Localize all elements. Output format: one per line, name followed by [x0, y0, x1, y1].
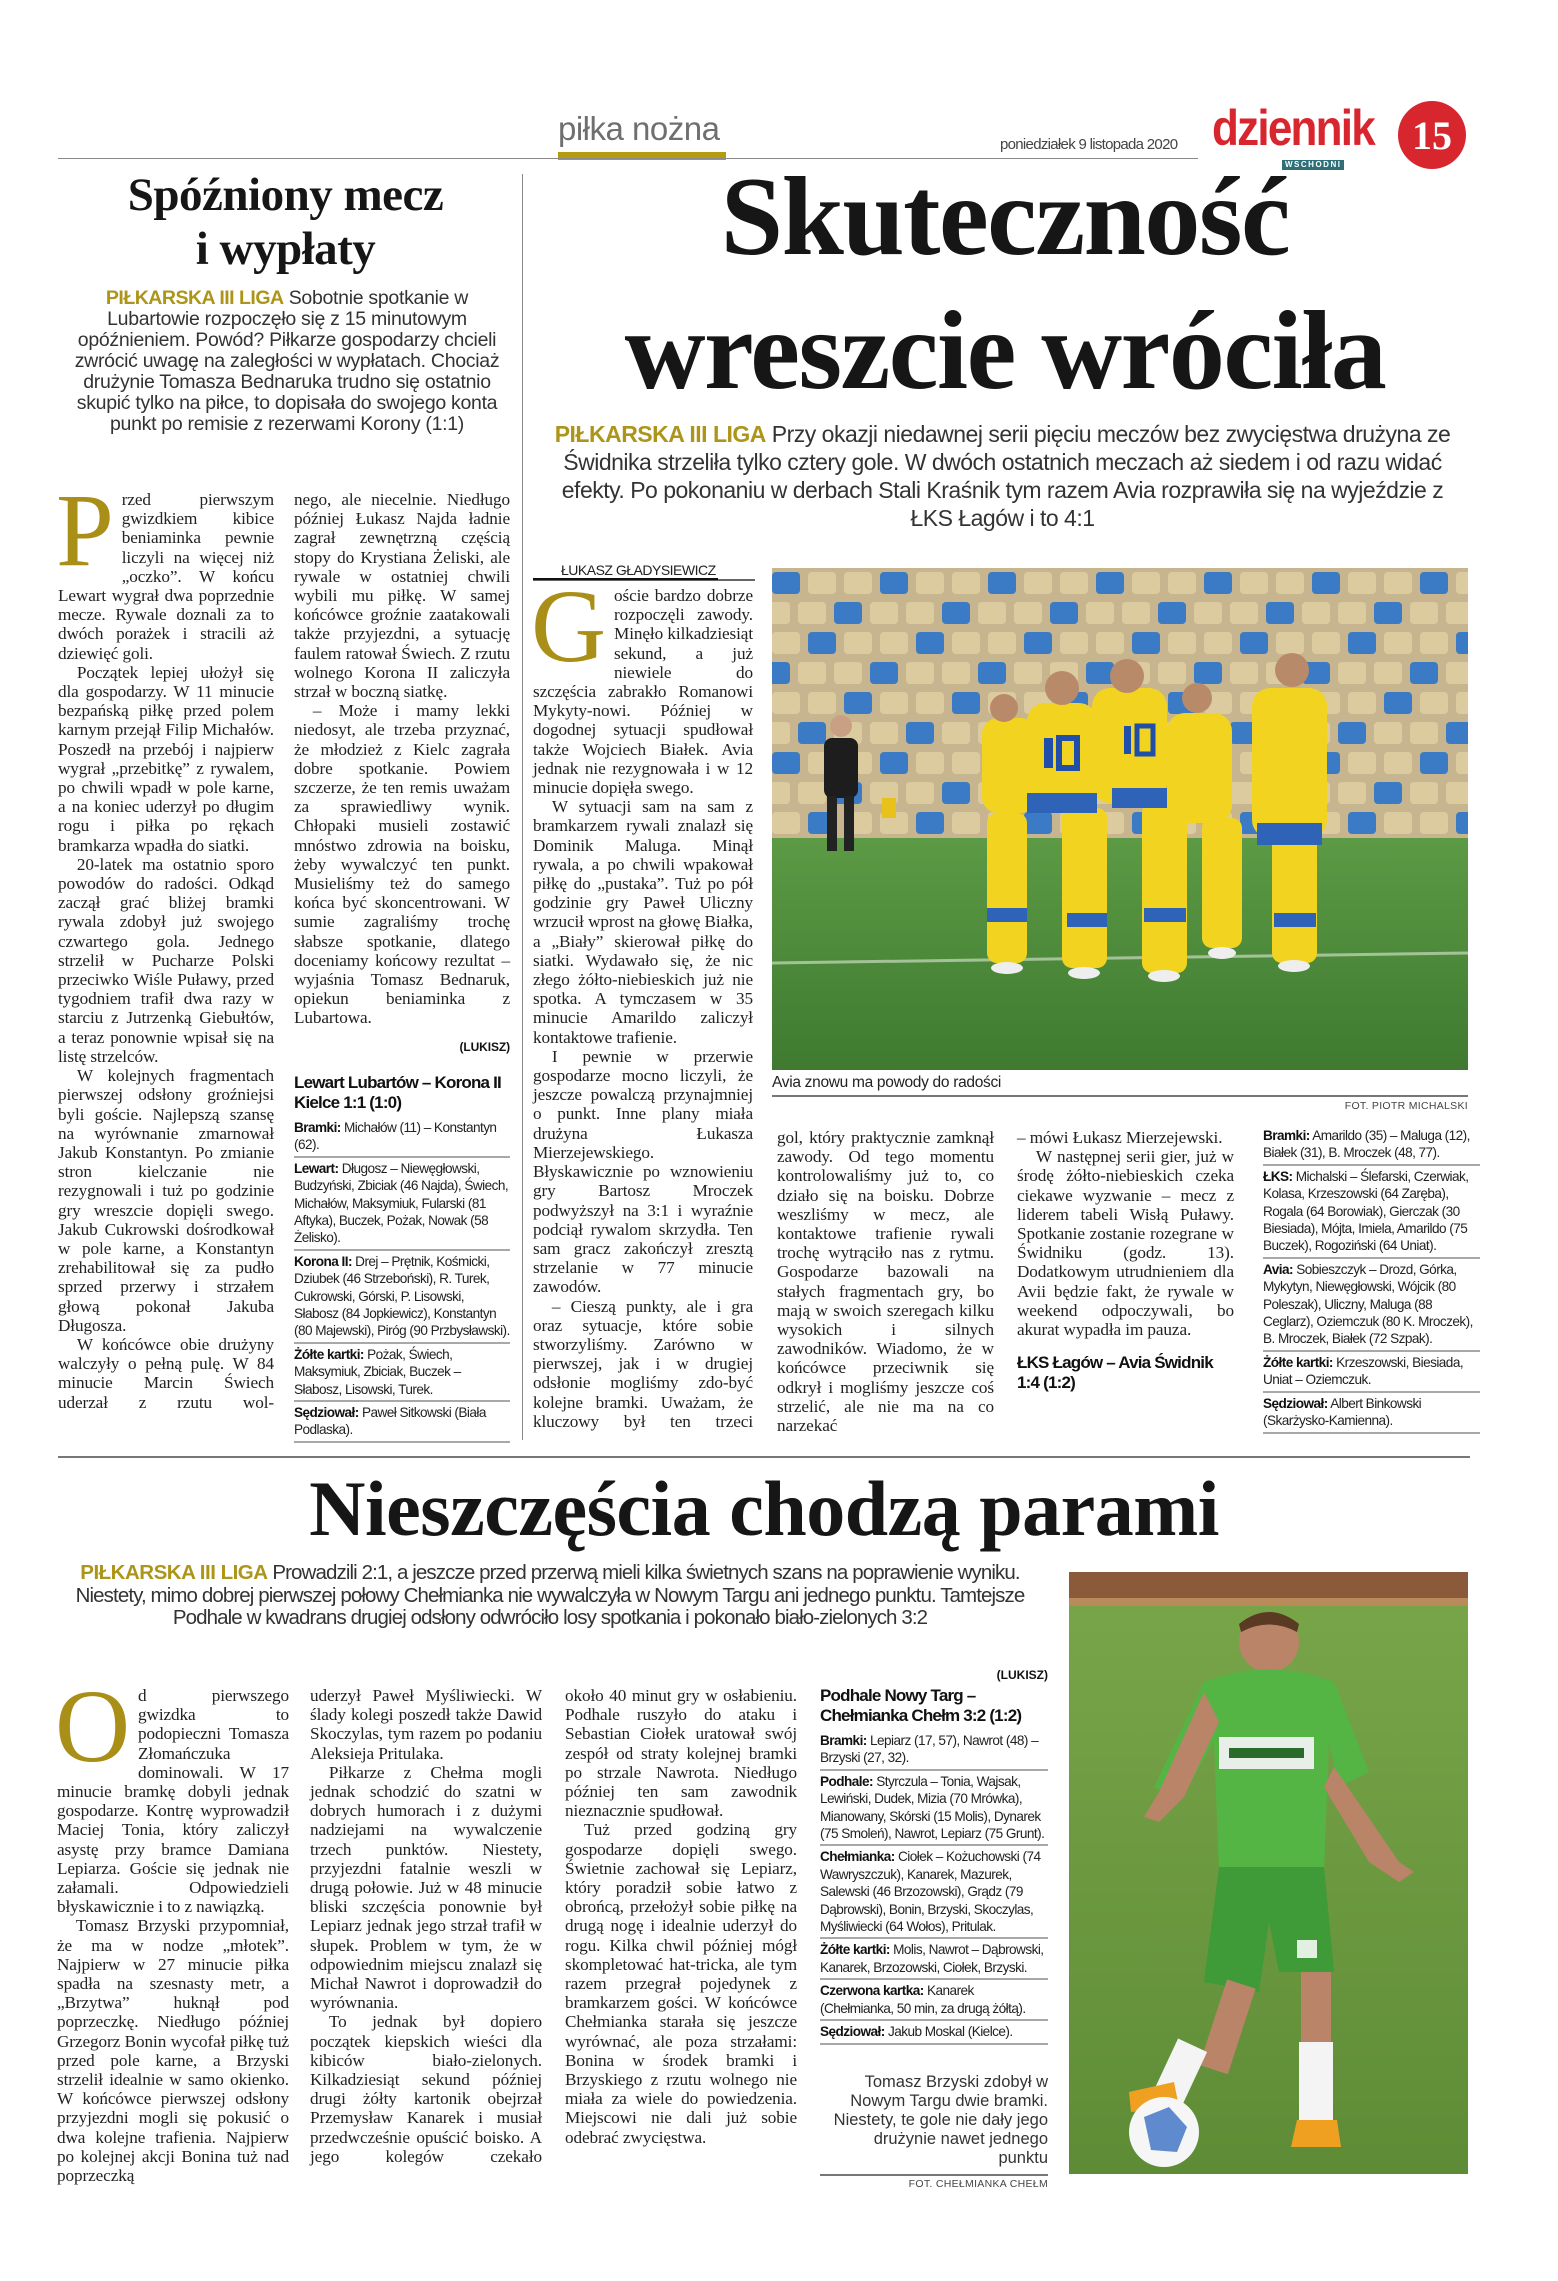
- stadium-seat: [772, 722, 790, 744]
- stadium-seat: [1312, 632, 1340, 654]
- headline-line: Skuteczność: [720, 155, 1290, 279]
- article-paragraph: – mówi Łukasz Mierzejewski.: [1017, 1128, 1223, 1147]
- stadium-seat: [1096, 632, 1124, 654]
- stats-row: [820, 1846, 1048, 1939]
- article-paragraph: W następnej serii gier, już w środę żółto-niebieskich czeka ciekawe wyzwanie – mecz z liderem tabeli Wisłą Puławy. Spotkanie zostanie rozegrane w Świdniku (godz. 13). Dodatkowym utrudnieniem dla Avii będzie fakt, że rywale w weekend odpoczywali, bo akurat wypadła im pauza.: [1017, 1147, 1234, 1340]
- stadium-seat: [1338, 662, 1366, 684]
- stats-row: [820, 1771, 1048, 1847]
- stadium-seat: [870, 722, 898, 744]
- article-paragraph: 20-latek ma ostatnio sporo powodów do radości. Odkąd zaczął grać bliżej bramki rywala zdobył już swojego czwartego gola. Jednego strzelił w Pucharze Polski przeciwko Wiśle Puławy, przed tygodniem trafił dwa razy w starciu z Jutrzenką Giebułtów, a teraz ponownie wpisał się na listę strzelców.: [58, 854, 274, 1066]
- stadium-seat: [844, 692, 872, 714]
- stats-label: Sędziował:: [820, 2024, 885, 2040]
- stadium-seat: [1086, 662, 1114, 684]
- stadium-seat: [1446, 602, 1468, 624]
- stats-text: Pożak, Świech, Maksymiuk, Zbiciak, Buczek – Słabosz, Lisowski, Turek.: [294, 1346, 461, 1397]
- article-2-column-2: [777, 1128, 994, 1435]
- stadium-seat: [772, 692, 800, 714]
- article-paragraph: Piłkarze z Chełma mogli jednak schodzić do szatni w dobrych humorach i z dużymi nadziejami na wywalczenie trzech punktów. Niestety, przyjezdni fatalnie weszli w drugą połowie. Już w 48 minucie bliski szczęścia ponownie był Lepiarz jednak jego strzał trafił w słupek. Problem w tym, że w odpowiednim miejscu znalazł się Michał Nawrot i doprowadził do wyrównania.: [310, 1762, 542, 2013]
- stadium-seat: [1204, 632, 1232, 654]
- stadium-seat: [1456, 632, 1468, 654]
- stadium-seat: [1194, 602, 1222, 624]
- stats-label: Czerwona kartka:: [820, 1983, 924, 1999]
- article-1-column-2: [294, 490, 510, 1443]
- stadium-seat: [1348, 632, 1376, 654]
- team-celebration-photo: [772, 568, 1468, 1070]
- stadium-seat: [772, 602, 790, 624]
- stadium-seat: [1230, 602, 1258, 624]
- stadium-seat: [916, 572, 944, 594]
- stats-label: Sędziował:: [294, 1404, 359, 1420]
- column-divider: [522, 174, 523, 1440]
- drop-cap: P: [56, 473, 114, 588]
- stadium-seat: [942, 782, 970, 804]
- lead-kicker: PIŁKARSKA III LIGA: [105, 287, 284, 309]
- stadium-seat: [1446, 722, 1468, 744]
- stadium-seat: [1204, 572, 1232, 594]
- stadium-seat: [1374, 722, 1402, 744]
- article-2-column-3: [1017, 1128, 1234, 1397]
- stadium-seat: [942, 662, 970, 684]
- stadium-seat: [1060, 572, 1088, 594]
- stadium-seat: [1086, 602, 1114, 624]
- stadium-seat: [1456, 752, 1468, 774]
- stadium-seat: [844, 572, 872, 594]
- issue-date: poniedziałek 9 listopada 2020: [1000, 136, 1178, 153]
- stadium-seat: [906, 602, 934, 624]
- stats-row: [820, 1939, 1048, 1980]
- stadium-seat: [1132, 632, 1160, 654]
- stadium-seat: [906, 722, 934, 744]
- logo-text: dziennik: [1212, 100, 1374, 156]
- stadium-seat: [952, 632, 980, 654]
- article-paragraph: W kolejnych fragmentach pierwszej odsłony groźniejsi byli goście. Najlepszą szansę na wyrównanie zmarnował Jakub Konstantyn. Po zmianie stron kielczanie nie rezygnowali i tuż po godzinie gry wreszcie dopięli swego. Jakub Cukrowski dośrodkował w pole karne, a Konstantyn zrehabilitował się za pudło sprzed przerwy i strzałem głową pokonał Jakuba Długosza.: [58, 1066, 274, 1335]
- stats-row: [294, 1402, 510, 1443]
- stadium-seat: [1420, 812, 1448, 834]
- article-paragraph: nego, ale niecelnie. Niedługo później Łukasz Najda ładnie zagrał zewnętrzną częścią stopy do Krystiana Żeliski, ale rywale w ostatniej chwili wybili mu piłkę. W samej końcówce groźnie zaatakowali także przyjezdni, a sytuację faulem ratował Świech. Z rzutu wolnego Korona II zaliczyła strzał w boczną siatkę.: [294, 490, 510, 702]
- stadium-seat: [1060, 632, 1088, 654]
- stadium-seat: [1266, 602, 1294, 624]
- stadium-seat: [808, 632, 836, 654]
- stadium-seat: [1050, 602, 1078, 624]
- stadium-seat: [978, 602, 1006, 624]
- stats-text: Albert Binkowski (Skarżysko-Kamienna).: [1263, 1395, 1422, 1429]
- photo-credit: FOT. PIOTR MICHALSKI: [1344, 1100, 1468, 1112]
- stadium-seat: [942, 602, 970, 624]
- stadium-seat: [1456, 692, 1468, 714]
- stadium-seat: [1384, 752, 1412, 774]
- stadium-seat: [1348, 692, 1376, 714]
- stats-row: [294, 1251, 510, 1344]
- article-3-column-3: [565, 1686, 797, 2147]
- stadium-seat: [1158, 602, 1186, 624]
- stadium-seat: [906, 782, 934, 804]
- stadium-seat: [1446, 782, 1468, 804]
- article-paragraph: – Cieszą punkty, ale i gra oraz sytuacje, które sobie stworzyliśmy. Zarówno w pierwszej, jak i w drugiej odsłonie mogliśmy zdo-być kolejne bramki. Uważam, że kluczowy był ten trzeci: [533, 1296, 753, 1431]
- article-paragraph: gol, który praktycznie zamknął zawody. Od tego momentu kontrolowaliśmy już to, co działo się na boisku. Dobrze weszliśmy w mecz, ale kontaktowe trafienie rywali trochę wytrąciło nas z rytmu. Gospodarze bazowali na stałych fragmentach gry, bo mają w swoich szeregach kilku wysokich i silnych zawodników. Wiadomo, że w końcówce przeciwnik się odkrył i mogliśmy jeszcze coś strzelić, ale nie ma na co narzekać: [777, 1128, 994, 1436]
- lead-text: Prowadzili 2:1, a jeszcze przed przerwą mieli kilka świetnych szans na poprawienie wyniku. Niestety, mimo dobrej pierwszej połowy Chełmianka nie wywalczyła w Nowym Targu ani jednego punktu. Tamtejsze Podhale w kwadrans drugiej odsłony odwróciło losy spotkania i pokonało biało-zielonych 3:2: [75, 1561, 1025, 1629]
- article-3-lead: [60, 1562, 1040, 1630]
- stats-row: [1263, 1352, 1480, 1393]
- stadium-seat: [952, 812, 980, 834]
- stats-text: Styrczula – Tonia, Wajsak, Lewiński, Dudek, Mizia (70 Mrówka), Mianowany, Skórski (15 Molis), Dynarek (75 Smoleń), Nawrot, Lepiarz (75 Grunt).: [820, 1773, 1045, 1842]
- stats-text: Amarildo (35) – Maluga (12), Białek (31), B. Mroczek (48, 77).: [1263, 1128, 1470, 1161]
- stadium-seat: [834, 662, 862, 684]
- stadium-seat: [1374, 662, 1402, 684]
- article-paragraph: To jednak był dopiero początek kiepskich wieści dla kibiców biało-zielonych. Kilkadziesiąt sekund później drugi żółty kartonik obejrzał Przemysław Kanarek i musiał przedwcześnie opuścić boisko. A jego kolegów czekało: [310, 2012, 542, 2166]
- headline-line: i wypłaty: [195, 223, 376, 275]
- stats-row: [294, 1117, 510, 1158]
- stadium-seat: [1194, 662, 1222, 684]
- stadium-seat: [1384, 632, 1412, 654]
- stadium-seat: [798, 602, 826, 624]
- photo-credit: FOT. CHEŁMIANKA CHEŁM: [908, 2177, 1048, 2190]
- stats-label: Chełmianka:: [820, 1849, 895, 1865]
- match-stats: [820, 1730, 1048, 2045]
- article-2-headline: [530, 150, 1480, 418]
- article-paragraph: [55, 1669, 289, 1917]
- stadium-seat: [798, 662, 826, 684]
- stats-text: Długosz – Niewęgłowski, Budzyński, Zbiciak (46 Najda), Świech, Michałów, Maksymiuk, Fularski (81 Aftyka), Buczek, Pożak, Nowak (58 Żelisko).: [294, 1160, 509, 1246]
- paragraph-text: rzed pierwszym gwizdkiem kibice beniaminka pewnie liczyli na więcej niż „oczko”. W końcu Lewart wygrał dwa poprzednie mecze. Rywale doznali za to dwóch porażek i stracili aż dziewięć goli.: [58, 490, 274, 663]
- author-signature: (LUKISZ): [459, 1039, 510, 1054]
- stadium-seat: [844, 632, 872, 654]
- stats-text: Paweł Sitkowski (Biała Podlaska).: [294, 1404, 486, 1438]
- stadium-seat: [1276, 632, 1304, 654]
- stadium-seat: [870, 602, 898, 624]
- stadium-seat: [1384, 812, 1412, 834]
- stadium-seat: [808, 692, 836, 714]
- article-paragraph: uderzył Paweł Myśliwiecki. W ślady kolegi poszedł także Dawid Skoczylas, tym razem po podaniu Aleksieja Pritulaka.: [310, 1686, 542, 1763]
- article-3-column-2: [310, 1686, 542, 2166]
- article-3-headline: [58, 1462, 1470, 1556]
- article-paragraph: Tuż przed godziną gry gospodarze dopięli swego. Świetnie zachował się Lepiarz, który poradził sobie łatwo z obrońcą, przełożył sobie piłkę na drugą nogę i idealnie uderzył do rogu. Kilka chwil później mógł skompletować hat-tricka, ale tym razem przegrał pojedynek z bramkarzem gości. W końcówce Chełmianka starała się jeszcze wyrównać, ale poza strzałami: Bonina w środek bramki i Brzyskiego z rzutu wolnego nie miała za wiele do powiedzenia. Miejscowi nie dali już sobie odebrać zwycięstwa.: [565, 1820, 797, 2147]
- article-1-headline: [58, 168, 513, 276]
- article-3-column-1: [55, 1669, 289, 2186]
- stats-label: Bramki:: [294, 1119, 341, 1135]
- author-name: ŁUKASZ GŁADYSIEWICZ: [533, 562, 718, 580]
- stats-text: Sobieszczyk – Drozd, Górka, Mykytyn, Niewęgłowski, Wójcik (80 Poleszak), Uliczny, Maluga (88 Ceglarz), Oziemczuk (80 K. Mroczek), B. Mroczek, Białek (72 Szpak).: [1263, 1261, 1473, 1347]
- stadium-seat: [916, 632, 944, 654]
- stats-row: [1263, 1125, 1480, 1166]
- article-paragraph: Początek lepiej ułożył się dla gospodarzy. W 11 minucie bezpańską piłkę przed polem karnym przejął Filip Michałów. Poszedł na przebój i najpierw wygrał „przebitkę” z rywalem, po chwili wpadł w pole karne, a na koniec uderzył po długim rogu i piłka po rękach bramkarza wpadła do siatki.: [58, 662, 274, 855]
- stats-text: Krzeszowski, Biesiada, Uniat – Oziemczuk.: [1263, 1354, 1464, 1388]
- logo-subtitle: WSCHODNI: [1282, 160, 1344, 170]
- stadium-seat: [952, 692, 980, 714]
- stadium-seat: [952, 572, 980, 594]
- stadium-seat: [1374, 602, 1402, 624]
- article-paragraph: [56, 473, 274, 663]
- stadium-seat: [834, 602, 862, 624]
- stadium-seat: [880, 632, 908, 654]
- stadium-seat: [1024, 812, 1052, 834]
- stadium-seat: [1410, 782, 1438, 804]
- stats-text: Ciołek – Kożuchowski (74 Wawryszczuk), Kanarek, Mazurek, Salewski (46 Brzozowski), Grądz (79 Dąbrowski), Bonin, Brzyski, Skoczylas, Myśliwiecki (64 Wołos), Pritulak.: [820, 1849, 1041, 1935]
- stadium-seat: [1158, 662, 1186, 684]
- stats-label: Bramki:: [1263, 1128, 1310, 1143]
- stadium-seat: [1096, 572, 1124, 594]
- stats-text: Molis, Nawrot – Dąbrowski, Kanarek, Brzozowski, Ciołek, Brzyski.: [820, 1942, 1044, 1975]
- stats-label: Podhale:: [820, 1773, 874, 1789]
- photo-image: [1069, 1572, 1468, 2174]
- stadium-seat: [798, 782, 826, 804]
- stadium-seat: [916, 752, 944, 774]
- stats-label: Sędziował:: [1263, 1395, 1328, 1411]
- stadium-seat: [1410, 722, 1438, 744]
- stadium-seat: [906, 662, 934, 684]
- stats-row: [820, 1730, 1048, 1771]
- stadium-seat: [1384, 572, 1412, 594]
- headline-line: wreszcie wróciła: [624, 289, 1386, 413]
- page-number: 15: [1412, 112, 1452, 158]
- article-paragraph: – Może i mamy lekki niedosyt, ale trzeba przyznać, że młodzież z Kielc zagrała dobre spotkanie. Powiem szczerze, że ten remis uważam za sprawiedliwy wynik. Chłopaki musieli zostawić mnóstwo zdrowia na boisku, żeby wywalczyć ten punkt. Musieliśmy też do samego końca być skoncentrowani. W sumie zagraliśmy trochę słabsze spotkanie, dlatego doceniamy końcowy rezultat – wyjaśnia Tomasz Bednaruk, opiekun beniaminka z Lubartowa.: [294, 701, 510, 1028]
- stadium-seat: [1302, 602, 1330, 624]
- stadium-seat: [916, 812, 944, 834]
- article-paragraph: Tomasz Brzyski przypomniał, że ma w nodze „młotek”. Najpierw w 27 minucie piłka spadła na szesnasty metr, a „Brzytwa” huknął pod poprzeczkę. Niedługo później Grzegorz Bonin wycofał piłkę tuż przed pole karne, a Brzyski strzelił idealnie w samo okienko. W końcówce pierwszej odsłony przyjezdni mogli się pokusić o dwa kolejne trafienia. Najpierw po kolejnej akcji Bonina tuż nad poprzeczką: [57, 1916, 289, 2186]
- stadium-seat: [808, 572, 836, 594]
- stadium-seat: [1420, 752, 1448, 774]
- stadium-seat: [1348, 752, 1376, 774]
- lead-text: Przy okazji niedawnej serii pięciu meczów bez zwycięstwa drużyna ze Świdnika strzeliła tylko cztery gole. W dwóch ostatnich meczach aż siedem i od razu widać efekty. Po pokonaniu w derbach Stali Kraśnik tym razem Avia rozprawiła się na wyjeździe z ŁKS Łagów i to 4:1: [561, 421, 1451, 531]
- lead-kicker: PIŁKARSKA III LIGA: [554, 421, 766, 447]
- stadium-seat: [1132, 572, 1160, 594]
- article-paragraph: I pewnie w przerwie gospodarze mocno liczyli, że jeszcze powalczą przynajmniej o punkt. Inne plany miała drużyna Łukasza Mierzejewskiego. Błyskawicznie po wznowieniu gry Bartosz Mroczek podwyższył na 3:1 i wyraźnie podciął rywalom skrzydła. Ten sam gracz zakończył zresztą strzelanie w 77 minucie zawodów.: [533, 1046, 753, 1297]
- stats-text: Kanarek (Chełmianka, 50 min, za drugą żółtą).: [820, 1983, 1026, 2016]
- stadium-seat: [1410, 662, 1438, 684]
- article-1-lead: [58, 288, 516, 435]
- stadium-seat: [1240, 572, 1268, 594]
- stadium-seat: [1276, 572, 1304, 594]
- stadium-seat: [1420, 572, 1448, 594]
- lead-text: Sobotnie spotkanie w Lubartowie rozpoczęło się z 15 minutowym opóźnieniem. Powód? Piłkarze gospodarzy chcieli zwrócić uwagę na zaległości w wypłatach. Chociaż drużynie Tomasza Bednaruka trudno się ostatnio skupić tylko na piłce, to dopisała do swojego konta punkt po remisie z rezerwami Korony (1:1): [74, 287, 500, 435]
- article-3-column-4: [820, 1668, 1048, 2190]
- stadium-seat: [1240, 632, 1268, 654]
- stadium-seat: [1312, 572, 1340, 594]
- match-stats: [294, 1117, 510, 1443]
- section-divider: [58, 1456, 1470, 1458]
- stadium-seat: [1024, 572, 1052, 594]
- stats-label: Korona II:: [294, 1253, 352, 1269]
- stadium-seat: [1338, 722, 1366, 744]
- match-score-title: Lewart Lubartów – Korona II Kielce 1:1 (1:0): [294, 1072, 501, 1112]
- stats-label: Żółte kartki:: [1263, 1354, 1333, 1370]
- stadium-seat: [772, 632, 800, 654]
- stats-row: [820, 1980, 1048, 2021]
- stadium-seat: [1348, 572, 1376, 594]
- stadium-seat: [772, 812, 800, 834]
- stadium-seat: [1122, 602, 1150, 624]
- stats-row: [1263, 1393, 1480, 1434]
- stadium-seat: [1024, 632, 1052, 654]
- stats-label: Żółte kartki:: [294, 1346, 364, 1362]
- stadium-seat: [1384, 692, 1412, 714]
- stadium-seat: [1456, 572, 1468, 594]
- paragraph-text: d pierwszego gwizdka to podopieczni Tomasza Złomańczuka dominowali. W 17 minucie bramkę dobyli jednak gospodarze. Kontrę wyprowadził Maciej Tonia, który zaliczył asystę przy bramce Damiana Lepiarza. Goście się jednak nie załamali. Odpowiedzieli błyskawicznie i to z nawiązką.: [57, 1686, 289, 1917]
- match-stats: [1263, 1125, 1480, 1434]
- stadium-seat: [880, 692, 908, 714]
- article-2-lead: [540, 420, 1465, 532]
- stadium-seat: [1014, 662, 1042, 684]
- article-paragraph: około 40 minut gry w osłabieniu. Podhale ruszyło do ataku i Sebastian Ciołek uratował swój zespół od straty kolejnej bramki po strzale Nawrota. Niedługo później ten sam zawodnik nieznacznie spudłował.: [565, 1686, 797, 1821]
- stadium-seat: [942, 722, 970, 744]
- stadium-seat: [1446, 662, 1468, 684]
- stats-row: [1263, 1259, 1480, 1352]
- article-1-column-1: [56, 473, 274, 1412]
- stats-row: [1263, 1166, 1480, 1259]
- stadium-seat: [798, 722, 826, 744]
- photo-caption: Tomasz Brzyski zdobył w Nowym Targu dwie bramki. Niestety, te gole nie dały jego drużynie nawet jednego punktu: [820, 2073, 1048, 2176]
- photo-caption: Avia znowu ma powody do radości: [772, 1073, 1468, 1097]
- match-score-title: ŁKS Łagów – Avia Świdnik 1:4 (1:2): [1017, 1353, 1213, 1393]
- stadium-seat: [1338, 602, 1366, 624]
- stats-text: Michałów (11) – Konstantyn (62).: [294, 1119, 497, 1153]
- paragraph-text: oście bardzo dobrze rozpoczęli zawody. Minęło kilkadziesiąt sekund, a już niewiele do szczęścia zabrakło Romanowi Mykyty-nowi. Później w dogodnej sytuacji spudłował także Wojciech Białek. Avia jednak nie rezygnowała i w 12 minucie dopięła swego.: [533, 586, 753, 798]
- stadium-seat: [916, 692, 944, 714]
- stats-text: Lepiarz (17, 57), Nawrot (48) – Brzyski (27, 32).: [820, 1733, 1039, 1766]
- stats-row: [294, 1344, 510, 1402]
- stadium-seat: [988, 632, 1016, 654]
- headline-line: Nieszczęścia chodzą parami: [309, 1465, 1219, 1552]
- stadium-seat: [1420, 692, 1448, 714]
- lead-kicker: PIŁKARSKA III LIGA: [80, 1561, 268, 1584]
- article-paragraph: W sytuacji sam na sam z bramkarzem rywali znalazł się Dominik Maluga. Minął rywala, a po chwili wpakował piłkę do „pustaka”. Tuż po pół godzinie gry Paweł Uliczny wrzucił wprost na głowę Białka, a „Biały” skierował piłkę do siatki. Wydawało się, że nic złego żółto-niebieskich już nie spotka. A tymczasem w 35 minucie Amarildo zaliczył kontaktowe trafienie.: [533, 797, 753, 1047]
- article-paragraph: W końcówce obie drużyny walczyły o pełną pulę. W 84 minucie Marcin Świech uderzał z rzutu wol-: [58, 1334, 274, 1412]
- stats-text: Jakub Moskal (Kielce).: [887, 2024, 1013, 2040]
- stadium-seat: [880, 752, 908, 774]
- stadium-seat: [772, 782, 790, 804]
- stadium-seat: [880, 572, 908, 594]
- match-score-title: Podhale Nowy Targ – Chełmianka Chełm 3:2 (1:2): [820, 1686, 1022, 1725]
- stadium-seat: [1348, 812, 1376, 834]
- stadium-seat: [1420, 632, 1448, 654]
- stadium-seat: [952, 752, 980, 774]
- section-title: piłka nożna: [558, 110, 720, 147]
- drop-cap: O: [55, 1669, 131, 1784]
- stadium-seat: [988, 572, 1016, 594]
- drop-cap: G: [531, 569, 607, 684]
- stats-row: [820, 2021, 1048, 2044]
- stadium-seat: [1230, 662, 1258, 684]
- photo-image: [772, 568, 1468, 1070]
- stats-text: Drej – Prętnik, Kośmicki, Dziubek (46 Strzeboński), R. Turek, Cukrowski, Górski, P. Lisowski, Słabosz (84 Jopkiewicz), Konstantyn (80 Majewski), Piróg (90 Przbysławski).: [294, 1253, 510, 1339]
- player-photo: [1069, 1572, 1468, 2174]
- stadium-seat: [1014, 602, 1042, 624]
- stadium-seat: [978, 662, 1006, 684]
- stats-label: Bramki:: [820, 1733, 867, 1748]
- author-signature: (LUKISZ): [996, 1668, 1048, 1682]
- stadium-seat: [1168, 572, 1196, 594]
- stats-label: Lewart:: [294, 1160, 339, 1176]
- stadium-seat: [1338, 782, 1366, 804]
- stats-label: ŁKS:: [1263, 1168, 1293, 1184]
- stats-text: Michalski – Ślefarski, Czerwiak, Kolasa, Krzeszowski (64 Zaręba), Rogala (64 Borowiak), Gierczak (30 Biesiada), Mójta, Imiela, Amarildo (75 Buczek), Rogoziński (64 Uniat).: [1263, 1168, 1469, 1254]
- stadium-seat: [1374, 782, 1402, 804]
- stadium-seat: [772, 572, 800, 594]
- headline-line: Spóźniony mecz: [127, 169, 444, 221]
- stadium-seat: [1410, 602, 1438, 624]
- stadium-seat: [772, 752, 800, 774]
- stadium-seat: [1456, 812, 1468, 834]
- stadium-seat: [870, 662, 898, 684]
- stats-label: Żółte kartki:: [820, 1942, 890, 1958]
- stats-label: Avia:: [1263, 1261, 1293, 1277]
- stats-row: [294, 1158, 510, 1251]
- stadium-seat: [772, 662, 790, 684]
- stadium-seat: [1168, 632, 1196, 654]
